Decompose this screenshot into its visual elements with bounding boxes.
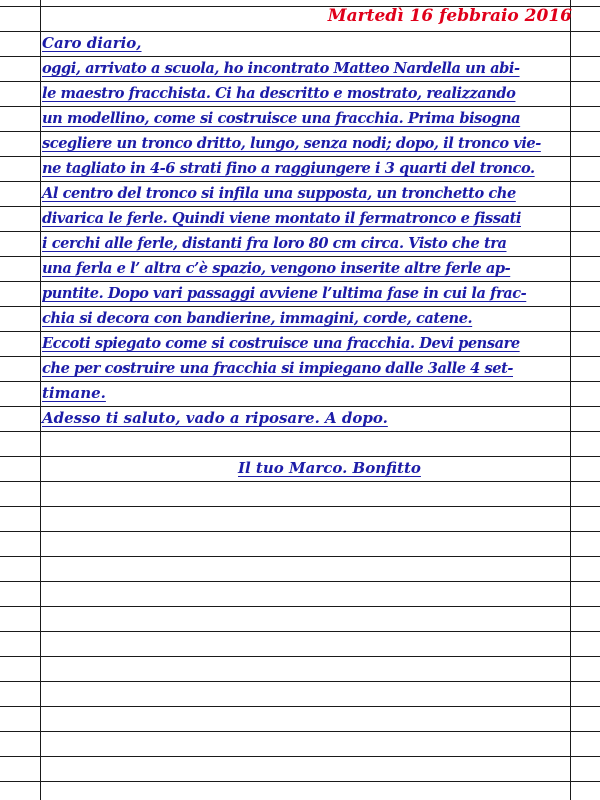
signature: Il tuo Marco. Bonfitto (238, 459, 421, 477)
entry-line: timane. (42, 384, 106, 402)
entry-line-closing: Adesso ti saluto, vado a riposare. A dopo. (42, 409, 388, 427)
entry-line: un modellino, come si costruisce una fracchia. Prima bisogna (42, 110, 521, 127)
entry-line: oggi, arrivato a scuola, ho incontrato Matteo Nardella un abi- (42, 60, 520, 77)
entry-line: chia si decora con bandierine, immagini, corde, catene. (42, 310, 473, 327)
diary-entry (42, 31, 587, 431)
entry-line: ne tagliato in 4-6 strati fino a raggiungere i 3 quarti del tronco. (42, 160, 535, 177)
entry-line: che per costruire una fracchia si impiegano dalle 3alle 4 set- (42, 360, 513, 377)
entry-line: Al centro del tronco si infila una supposta, un tronchetto che (42, 185, 516, 202)
entry-line: una ferla e l’ altra c’è spazio, vengono inserite altre ferle ap- (42, 260, 511, 277)
diary-date: Martedì 16 febbraio 2016 (327, 6, 572, 26)
left-margin-line (40, 0, 41, 800)
entry-line: i cerchi alle ferle, distanti fra loro 80 cm circa. Visto che tra (42, 235, 507, 252)
entry-line: le maestro fracchista. Ci ha descritto e mostrato, realizzando (42, 85, 516, 102)
entry-line: puntite. Dopo vari passaggi avviene l’ultima fase in cui la frac- (42, 285, 527, 302)
entry-line: divarica le ferle. Quindi viene montato il fermatronco e fissati (42, 210, 521, 227)
entry-line-greeting: Caro diario, (42, 34, 142, 52)
entry-line: scegliere un tronco dritto, lungo, senza nodi; dopo, il tronco vie- (42, 135, 541, 152)
entry-line: Eccoti spiegato come si costruisce una fracchia. Devi pensare (42, 335, 520, 352)
